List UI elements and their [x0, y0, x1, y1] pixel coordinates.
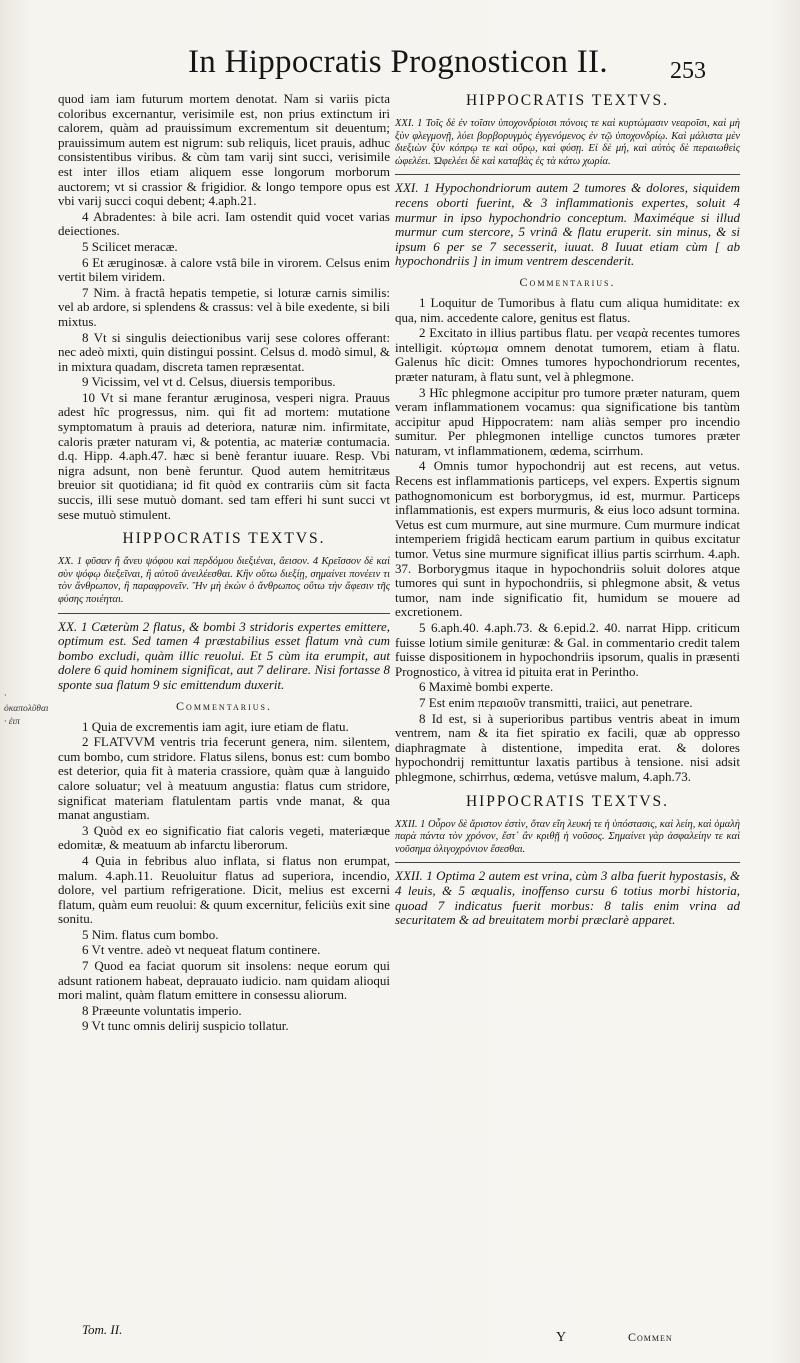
paragraph: 1 Quia de excrementis iam agit, iure etiam de flatu. [82, 718, 349, 734]
paragraph: 7 Est enim περαιοῦν transmitti, traiici, aut penetrare. [419, 694, 693, 710]
paragraph: 3 Quòd ex eo significatio fiat caloris vegeti, materiæque edomitæ, & meatuum ab infarctu liberorum. [58, 822, 390, 853]
divider [395, 174, 740, 175]
section-heading: HIPPOCRATIS TEXTVS. [465, 92, 670, 109]
left-column [58, 92, 390, 1035]
paragraph: 2 Excitato in illius partibus flatu. per νεαρὰ recentes tumores intelligit. κύρτωμα omnem denotat tumorem, etiam à flatu. Galenus hîc dicit: Omnes tumores hypochondriorum recentes, præter naturam, à flatu sunt, vel à phlegmone. [395, 325, 740, 384]
right-column [395, 92, 740, 930]
paragraph: 6 Maximè bombi experte. [419, 679, 554, 695]
catchword: Commen [628, 1330, 673, 1344]
volume-footer: Tom. II. [82, 1322, 123, 1337]
paragraph: 9 Vicissim, vel vt d. Celsus, diuersis temporibus. [82, 374, 336, 390]
commentary-heading: Commentarius. [519, 274, 616, 289]
paragraph: 10 Vt si mane ferantur æruginosa, vesperi nigra. Prauus adest hîc progressus, nim. qui fit ad mortem: mutatione symptomatum à prauis ad deteriora, naturæ nim. infirmitate, caloris præter naturam vi, & potentia, ac materiæ contumacia. d.q. Hipp. 4.aph.47. hæc si benè ferantur iuuare. Resp. Vbi nigra adsunt, non benè feruntur. Quod autem hemitritæus breuior sit quotidiana; id fit quòd ex contrariis cùm sit facta succis, illi sese mutuò domant. sed tam efferi hi sunt succi vt sese mutuò stimulent. [58, 389, 390, 522]
paragraph: 9 Vt tunc omnis delirij suspicio tollatur. [82, 1018, 289, 1034]
latin-text: XXI. 1 Hypochondriorum autem 2 tumores & dolores, siquidem recens oborti fuerint, & 3 inflammationis expertes, soluit 4 murmur in ipso hypochondrio conceptum. Maximéque si illud murmur cum stercore, 5 vrinâ & flatu eruperit. sin minus, & si ipsum 6 per se 7 secesserit, iuuat. 8 Iuuat etiam cùm [ ab hypochondriis ] in imum ventrem descenderit. [395, 180, 740, 269]
paragraph: 5 Nim. flatus cum bombo. [82, 926, 219, 942]
commentary-heading: Commentarius. [176, 698, 272, 713]
signature-mark: Y [556, 1330, 567, 1345]
page-title: In Hippocratis Prognosticon II. [188, 44, 608, 80]
greek-text: XXII. 1 Οὖρον δὲ ἄριστον ἐστὶν, ὅταν εἴη λευκή τε ἡ ὑπόστασις, καὶ λείη, καὶ ὁμαλὴ παρὰ πάντα τὸν χρόνον, ἔστ᾽ ἂν κριθῇ ἡ νοῦσος. Σημαίνει γὰρ ἀσφαλείην τε καὶ νοῦσημα ὀλιγοχρόνιον ἔσεσθαι. [395, 818, 740, 855]
paragraph: 5 Scilicet meracæ. [82, 238, 178, 254]
paragraph: 8 Præeunte voluntatis imperio. [82, 1002, 242, 1018]
paragraph: 6 Et æruginosæ. à calore vstâ bile in virorem. Celsus enim vertit bilem viridem. [58, 254, 390, 285]
paragraph: 2 FLATVVM ventris tria fecerunt genera, nim. silentem, cum bombo, cum stridore. Flatus silens, bonus est: cum bombo est deterior, quia fit à materia crassiore, quàm quæ à languido calore soluatur; vel à meatuum angustia: flatus cum stridore, significat materiam flatulentam partis vnde manat, & qua manat angustiam. [58, 734, 390, 823]
paragraph: 7 Quod ea faciat quorum sit insolens: neque eorum qui adsunt rationem habeat, deprauato iudicio. nam quidam alioqui mori malint, quàm flatum emittere in consessu aliorum. [58, 958, 390, 1003]
greek-text: XXI. 1 Τοῖς δὲ ἐν τοῖσιν ὑποχονδρίοισι πόνοις τε καὶ κυρτώμασιν νεαροῖσι, καὶ μὴ ξὺν φλεγμονῇ, λύει βορβορυγμὸς ἐγγενόμενος ἐν τῷ ὑποχονδρίῳ. Καὶ μάλιστα μὲν διεξιὼν ξὺν κόπρῳ τε καὶ οὔρῳ, καὶ φύσῃ. Εἰ δὲ μή, καὶ αὐτὸς δὲ περαιωθεὶς ὠφελέει. Ὠφελέει δὲ καὶ καταβὰς ἐς τὰ κάτω χωρία. [395, 118, 740, 167]
paragraph: 1 Loquitur de Tumoribus à flatu cum aliqua humiditate: ex qua, nim. accedente calore, genitus est flatus. [395, 294, 740, 325]
divider [395, 862, 740, 863]
section-heading: HIPPOCRATIS TEXTVS. [465, 792, 670, 810]
paragraph: 6 Vt ventre. adeò vt nequeat flatum continere. [82, 942, 321, 958]
margin-note: · ὀκαπολῦθαι · ἐιπ [4, 691, 49, 727]
section-heading: HIPPOCRATIS TEXTVS. [122, 530, 326, 548]
paragraph: quod iam iam futurum mortem denotat. Nam si variis picta coloribus excernantur, verisimile est, non prius extinctum iri calorem, quàm ad prauissimum excrementum sit deuentum; prauissimum autem est nigrum: sub reliquis, licet prauis, adhuc consistentibus viribus. & cùm tam varij sint succi, verisimile est inter illos etiam aliquem esse longorum morborum auctorem; vt si crassior & frigidior. & longo tempore opus est vbi varij succi coqui debent; 4.aph.21. [58, 91, 390, 209]
paragraph: 4 Abradentes: à bile acri. Iam ostendit quid vocet varias deiectiones. [58, 208, 390, 239]
paragraph: 4 Quia in febribus aluo inflata, si flatus non erumpat, malum. 4.aph.11. Reuoluitur flatus ad superiora, incendio, dolore, vel partium refrigeratione. Dicit, melius est excerni flatum, quàm eum reuolui: & quum excernitur, feliciùs exit sine sonitu. [58, 852, 390, 927]
paragraph: 4 Omnis tumor hypochondrij aut est recens, aut vetus. Recens est inflammationis particeps, vel expers. Expertis signum pathognomonicum est borborygmus, id est, murmur. Particeps inflammationis, est expers murmuris, & eius loco adsunt tormina. Vetus est cum murmure, aut sine murmure. Cum murmure indicat intemperiem frigidâ hecticam earum partium in quibus excitatur tumor. Vetus sine murmure significat illius partis scirrhum. 4.aph. 37. Borborygmus itaque in hypochondriis soluit dolores atque tumores qui sunt in hypochondriis, si phlegmone absit, & vetus tumor, nam inde significatio fit, humidum se mouere ad excretionem. [395, 458, 740, 620]
paragraph: 8 Vt si singulis deiectionibus varij sese colores offerant: nec adeò mixti, quin distingui possint. Celsus d. modò simul, & in mixtura quadam, discreta tamen repræsentat. [58, 329, 390, 374]
paragraph: 3 Hîc phlegmone accipitur pro tumore præter naturam, quem veram inflammationem vocamus: qua significatione bis tantùm accipitur apud Hippocratem: nam aliàs semper pro incendio sumitur. Per phlegmonen intellige cunctos tumores præter naturam, vt inflammationem, œdema, scirrhum. [395, 384, 740, 458]
greek-text: XX. 1 φῦσαν ἢ ἄνευ ψόφου καὶ περδόμου διεξιέναι, ἄεισον. 4 Κρεῖσσον δὲ καὶ σὺν ψόφῳ διεξεῖναι, ἢ αὐτοῦ ἀνειλέεσθαι. Κἢν οὕτω διεξίῃ, σημαίνει πονέειν τι τὸν ἄνθρωπον, ἢ παραφρονεῖν. Ἢν μὴ ἑκὼν ὁ ἄνθρωπος οὕτω τὴν ἄφεσιν τῆς φύσης ποιέηται. [58, 556, 390, 605]
paragraph: 7 Nim. à fractâ hepatis tempetie, si loturæ carnis similis: vel ab ardore, si splendens & crassus: vel à bile exedente, si bili mixtus. [58, 284, 390, 329]
paragraph: 8 Id est, si à superioribus partibus ventris abeat in imum ventrem, nam & ita fiet spiratio ex facili, quæ ab oppresso diaphragmate à distentione, impedita erat. & dolores hypochondrij remittuntur laxatis partibus à tensione. nisi adsit phlegmone, schirrhus, œdema, vetúsve malum, 4.aph.73. [395, 710, 740, 784]
page-number: 253 [670, 58, 706, 84]
latin-text: XXII. 1 Optima 2 autem est vrina, cùm 3 alba fuerit hypostasis, & 4 leuis, & 5 æqualis, inoffenso cursu 6 totius morbi historia, quoad 7 indicatus fuerit morbus: 8 talis enim vrina ad securitatem & ad breuitatem morbi præclarè apparet. [395, 868, 740, 928]
latin-text: XX. 1 Cæterùm 2 flatus, & bombi 3 stridoris expertes emittere, optimum est. Sed tamen 4 præstabilius esset flatum vnà cum bombo excludi, quàm illic reuolui. Et 5 cùm ita erumpit, aut dolere 6 quid hominem significat, aut 7 delirare. Nisi fortasse 8 sponte sua flatum 9 sic emittendum duxerit. [58, 618, 390, 692]
paragraph: 5 6.aph.40. 4.aph.73. & 6.epid.2. 40. narrat Hipp. criticum fuisse lotium simile genituræ: & Gal. in commentario credit talem fuisse dispositionem in hypochondriis ipsorum, qualis in præsenti Prognostico, à vitrea id pituita erat in Perintho. [395, 620, 740, 679]
divider [58, 613, 390, 614]
